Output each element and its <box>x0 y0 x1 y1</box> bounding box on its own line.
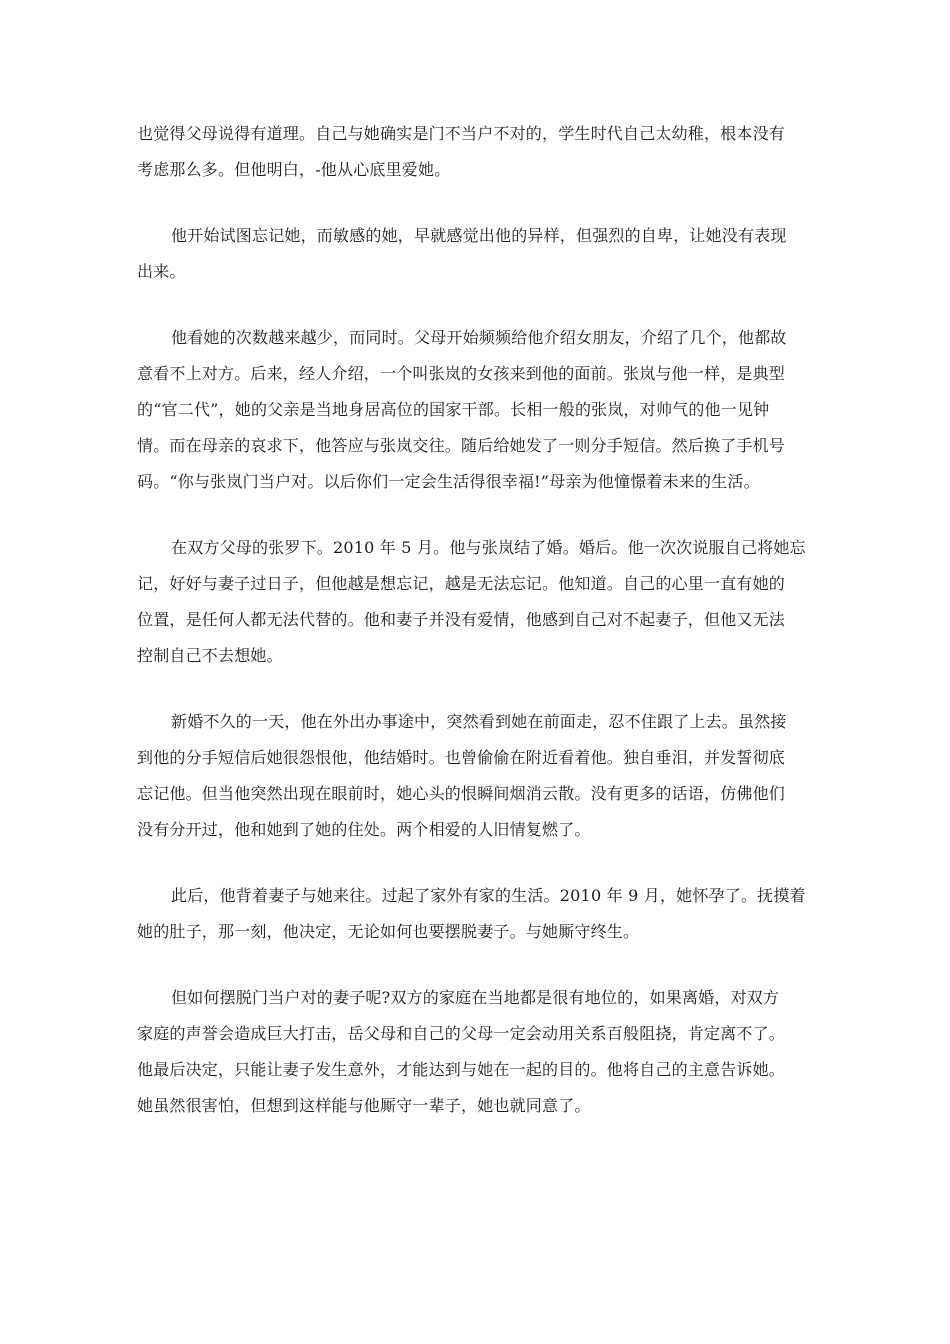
paragraph-line: 出来。 <box>137 262 186 281</box>
paragraph-6 <box>137 878 815 950</box>
paragraph-line: 她的肚子，那一刻，他决定，无论如何也要摆脱妻子。与她厮守终生。 <box>137 922 640 941</box>
paragraph-line: 他开始试图忘记她，而敏感的她，早就感觉出他的异样，但强烈的自卑，让她没有表现 <box>171 226 787 245</box>
paragraph-line: 此后，他背着妻子与她来往。过起了家外有家的生活。2010 年 9 月，她怀孕了。抚摸着 <box>171 886 806 905</box>
paragraph-line: 家庭的声誉会造成巨大打击，岳父母和自己的父母一定会动用关系百般阻挠，肯定离不了。 <box>137 1024 786 1043</box>
paragraph-line: 没有分开过，他和她到了她的住处。两个相爱的人旧情复燃了。 <box>137 820 591 839</box>
paragraph-line: 考虑那么多。但他明白，-他从心底里爱她。 <box>137 160 451 179</box>
paragraph-line: 忘记他。但当他突然出现在眼前时，她心头的恨瞬间烟消云散。没有更多的话语，仿佛他们 <box>137 784 786 803</box>
paragraph-line: 新婚不久的一天，他在外出办事途中，突然看到她在前面走，忍不住跟了上去。虽然接 <box>171 712 787 731</box>
paragraph-line: 到他的分手短信后她很怨恨他，他结婚时。也曾偷偷在附近看着他。独自垂泪，并发誓彻底 <box>137 748 786 767</box>
paragraph-line: 控制自己不去想她。 <box>137 646 283 665</box>
document-body <box>137 116 815 1154</box>
paragraph-line: 位置，是任何人都无法代替的。他和妻子并没有爱情，他感到自己对不起妻子，但他又无法 <box>137 610 786 629</box>
paragraph-5 <box>137 704 815 848</box>
paragraph-line: 在双方父母的张罗下。2010 年 5 月。他与张岚结了婚。婚后。他一次次说服自己将她忘 <box>171 538 806 557</box>
paragraph-line: 码。“你与张岚门当户对。以后你们一定会生活得很幸福!”母亲为他憧憬着未来的生活。 <box>137 472 760 491</box>
paragraph-7 <box>137 980 815 1124</box>
paragraph-4 <box>137 530 815 674</box>
paragraph-line: 意看不上对方。后来，经人介绍，一个叫张岚的女孩来到他的面前。张岚与他一样，是典型 <box>137 364 786 383</box>
paragraph-line: 记，好好与妻子过日子，但他越是想忘记，越是无法忘记。他知道。自己的心里一直有她的 <box>137 574 786 593</box>
paragraph-line: 她虽然很害怕，但想到这样能与他厮守一辈子，她也就同意了。 <box>137 1096 591 1115</box>
paragraph-line: 情。而在母亲的哀求下，他答应与张岚交往。随后给她发了一则分手短信。然后换了手机号 <box>137 436 786 455</box>
paragraph-line: 的“官二代”，她的父亲是当地身居高位的国家干部。长相一般的张岚，对帅气的他一见钟 <box>137 400 770 419</box>
paragraph-2 <box>137 218 815 290</box>
paragraph-3 <box>137 320 815 500</box>
paragraph-line: 也觉得父母说得有道理。自己与她确实是门不当户不对的，学生时代自己太幼稚，根本没有 <box>137 124 786 143</box>
paragraph-line: 但如何摆脱门当户对的妻子呢?双方的家庭在当地都是很有地位的，如果离婚，对双方 <box>171 988 780 1007</box>
paragraph-line: 他看她的次数越来越少，而同时。父母开始频频给他介绍女朋友，介绍了几个，他都故 <box>171 328 787 347</box>
paragraph-line: 他最后决定，只能让妻子发生意外，才能达到与她在一起的目的。他将自己的主意告诉她。 <box>137 1060 786 1079</box>
paragraph-1 <box>137 116 815 188</box>
